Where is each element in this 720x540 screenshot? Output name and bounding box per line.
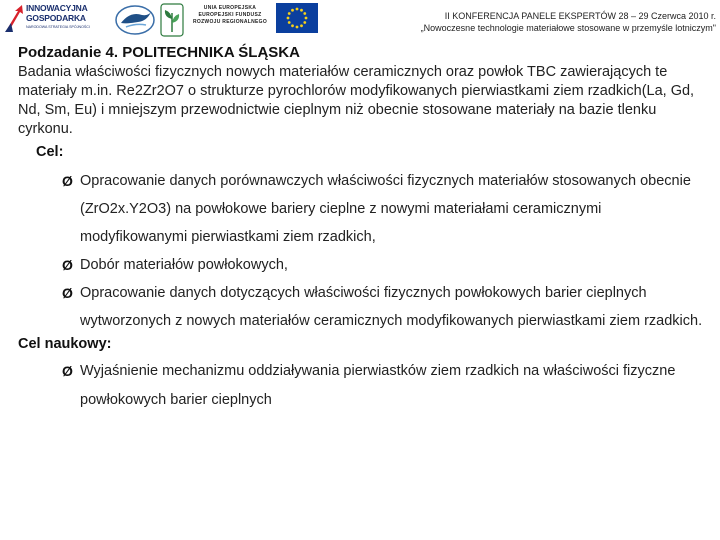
cel-naukowy-list — [62, 357, 708, 415]
innowacyjna-gospodarka-wordmark: INNOWACYJNA GOSPODARKA — [26, 3, 88, 23]
slide-body — [18, 44, 708, 415]
conference-info — [421, 10, 716, 34]
slide-heading: Podzadanie 4. POLITECHNIKA ŚLĄSKA — [18, 44, 300, 61]
slide-header — [0, 0, 720, 40]
list-item — [62, 167, 708, 251]
cel-list — [62, 167, 708, 335]
list-item — [62, 279, 708, 335]
intro-paragraph: Badania właściwości fizycznych nowych materiałów ceramicznych oraz powłok TBC zawierających te materiały m.in. Re2Zr2O7 o strukturze pyrochlorów modyfikowanych pierwiastkami ziem rzadkich(La, Gd, Nd, Sm, Eu) i mniejszym przewodnictwie cieplnym niż obecnie stosowane materiały na bazie tlenku cyrkonu. — [18, 64, 695, 137]
arrow-bullet-icon: Ø — [62, 173, 73, 189]
innowacyjna-gospodarka-logo — [4, 3, 110, 37]
eu-flag-icon — [276, 3, 318, 33]
arrow-bullet-icon: Ø — [62, 257, 73, 273]
innovation-arrow-icon — [4, 5, 26, 33]
conference-subtitle: „Nowoczesne technologie materiałowe stosowane w przemyśle lotniczym" — [420, 23, 716, 33]
list-item-text: Dobór materiałów powłokowych, — [80, 257, 288, 273]
arrow-bullet-icon: Ø — [62, 285, 73, 301]
research-plant-icon — [160, 3, 184, 37]
list-item — [62, 251, 708, 279]
cel-label: Cel: — [36, 144, 64, 160]
conference-title: II KONFERENCJA PANELE EKSPERTÓW 28 – 29 Czerwca 2010 r. — [444, 11, 716, 21]
aviation-valley-bird-icon — [114, 3, 156, 37]
arrow-bullet-icon: Ø — [62, 363, 73, 379]
nss-subtitle: NARODOWA STRATEGIA SPÓJNOŚCI — [26, 25, 90, 29]
cel-naukowy-label: Cel naukowy: — [18, 336, 112, 352]
list-item — [62, 357, 708, 415]
eu-fund-text: UNIA EUROPEJSKA EUROPEJSKI FUNDUSZ ROZWOJU REGIONALNEGO — [192, 5, 268, 25]
list-item-text: Opracowanie danych dotyczących właściwości fizycznych powłokowych barier cieplnych wytworzonych z nowych materiałów ceramicznych modyfikowanych pierwiastkami ziem rzadkich. — [80, 285, 703, 329]
list-item-text: Opracowanie danych porównawczych właściwości fizycznych materiałów stosowanych obecnie (ZrO2x.Y2O3) na powłokowe bariery cieplne z nowymi materiałami ceramicznymi modyfikowanymi pierwiastkami ziem rzadkich, — [80, 173, 691, 245]
list-item-text: Wyjaśnienie mechanizmu oddziaływania pierwiastków ziem rzadkich na właściwości fizyczne powłokowych barier cieplnych — [80, 363, 676, 408]
